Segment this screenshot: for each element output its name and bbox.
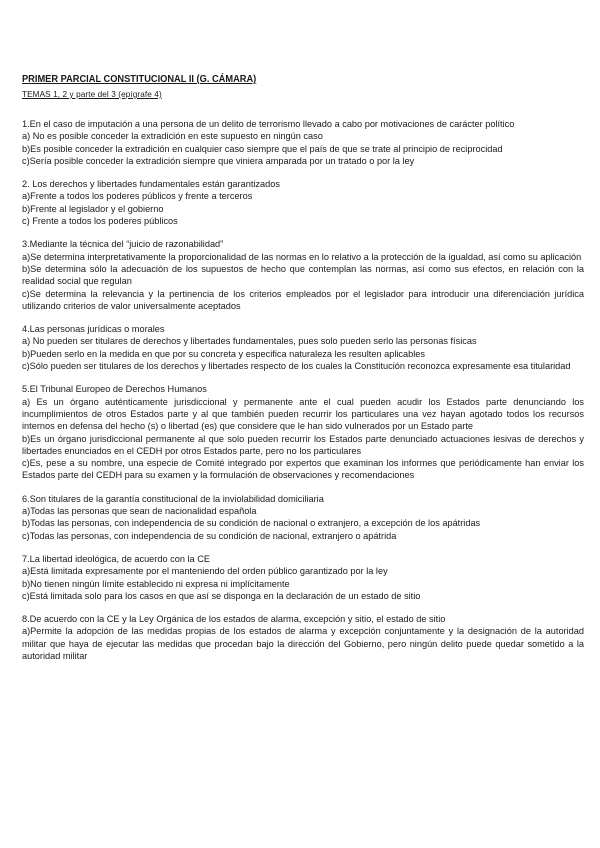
answer-option-b: b)Se determina sólo la adecuación de los supuestos de hecho que contemplan las normas, así como sus efectos, en relación con la realidad social que regulan <box>22 263 584 287</box>
answer-option-c: c)Está limitada solo para los casos en que así se disponga en la declaración de un estado de sitio <box>22 590 421 601</box>
answer-option-b: b)Frente al legislador y el gobierno <box>22 203 164 214</box>
answer-option-a: a)Frente a todos los poderes públicos y frente a terceros <box>22 191 253 202</box>
answer-option-c: c)Es, pese a su nombre, una especie de Comité integrado por expertos que examinan los informes que periódicamente han enviar los Estados parte del CEDH para su examen y la formulación de observaciones y recomendaciones <box>22 458 584 481</box>
page-title: PRIMER PARCIAL CONSTITUCIONAL II (G. CÁMARA) <box>22 74 257 85</box>
answer-option-c: c)Sólo pueden ser titulares de los derechos y libertades respecto de los cuales la Constitución reconozca expresamente esa titularidad <box>22 361 571 372</box>
question-stem: 5.El Tribunal Europeo de Derechos Humanos <box>22 384 207 395</box>
question-stem: 6.Son titulares de la garantía constitucional de la inviolabilidad domiciliaria <box>22 493 324 504</box>
question-stem: 3.Mediante la técnica del “juicio de razonabilidad” <box>22 239 224 250</box>
answer-option-b: b)No tienen ningún límite establecido ni expresa ni implícitamente <box>22 578 290 589</box>
answer-option-a: a) Es un órgano auténticamente jurisdiccional y permanente ante el cual pueden acudir los Estados parte denunciando los incumplimientos de otros Estados parte y al que también pueden recurrir los particulares una vez hayan agotado todos los recursos internos en defensa del hecho (s) o libertad (es) que considere que le han sido vulnerados por un Estado parte <box>22 396 584 432</box>
answer-option-b: b)Es posible conceder la extradición en cualquier caso siempre que el país de que se trate al principio de reciprocidad <box>22 143 503 154</box>
page-subtitle: TEMAS 1, 2 y parte del 3 (epígrafe 4) <box>22 90 162 99</box>
question-3 <box>22 238 584 312</box>
question-6 <box>22 493 584 542</box>
question-2 <box>22 178 584 227</box>
question-stem: 2. Los derechos y libertades fundamentales están garantizados <box>22 179 280 190</box>
answer-option-c: c)Todas las personas, con independencia de su condición de nacional, extranjero o apátrida <box>22 530 397 541</box>
answer-option-b: b)Es un órgano jurisdiccional permanente al que solo pueden recurrir los Estados parte denunciado actuaciones lesivas de derechos y libertades enunciados en el CEDH por otros Estados parte, pero no los particulares <box>22 433 584 456</box>
question-stem: 7.La libertad ideológica, de acuerdo con la CE <box>22 553 210 564</box>
answer-option-b: b)Todas las personas, con independencia de su condición de nacional o extranjero, a excepción de los apátridas <box>22 518 481 529</box>
question-4 <box>22 323 584 372</box>
answer-option-a: a)Está limitada expresamente por el manteniendo del orden público garantizado por la ley <box>22 566 388 577</box>
answer-option-b: b)Pueden serlo en la medida en que por su concreta y especifica naturaleza les resulten aplicables <box>22 348 425 359</box>
answer-option-c: c) Frente a todos los poderes públicos <box>22 216 178 227</box>
question-stem: 4.Las personas jurídicas o morales <box>22 324 165 335</box>
question-1 <box>22 118 584 167</box>
answer-option-a: a)Todas las personas que sean de nacionalidad española <box>22 506 257 517</box>
answer-option-c: c)Sería posible conceder la extradición siempre que viniera amparada por un tratado o por la ley <box>22 155 415 166</box>
question-stem: 1.En el caso de imputación a una persona de un delito de terrorismo llevado a cabo por motivaciones de carácter político <box>22 119 515 129</box>
answer-option-a: a)Permite la adopción de las medidas propias de los estados de alarma y excepción conjuntamente y la designación de la autoridad militar que haya de ejecutar las medidas que procedan bajo la dirección del Gobierno, pero ningún delito puede quedar sometido a la autoridad militar <box>22 626 584 661</box>
answer-option-a: a) No pueden ser titulares de derechos y libertades fundamentales, pues solo pueden serlo las personas físicas <box>22 336 477 347</box>
question-5 <box>22 383 584 481</box>
question-7 <box>22 553 584 602</box>
question-8 <box>22 613 584 662</box>
answer-option-c: c)Se determina la relevancia y la pertinencia de los criterios empleados por el legislador para introducir una diferenciación jurídica utilizando criterios de valor universalmente aceptados <box>22 288 584 311</box>
question-stem: 8.De acuerdo con la CE y la Ley Orgánica de los estados de alarma, excepción y sitio, el estado de sitio <box>22 614 446 625</box>
answer-option-a: a)Se determina interpretativamente la proporcionalidad de las normas en lo relativo a la protección de la igualdad, así como su aplicación <box>22 251 582 262</box>
answer-option-a: a) No es posible conceder la extradición en este supuesto en ningún caso <box>22 131 323 142</box>
